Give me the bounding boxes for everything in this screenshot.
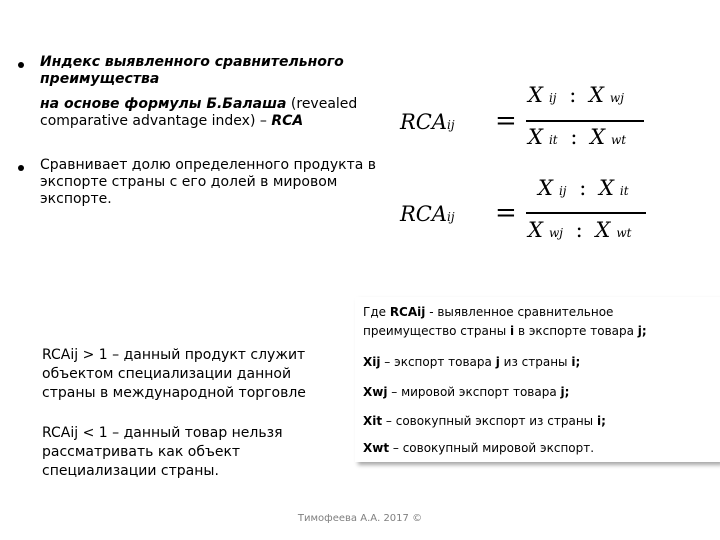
f1-den-colon: :	[570, 125, 578, 149]
f1-den-a-sub: it	[548, 133, 558, 147]
formula-1-lhs	[400, 110, 455, 134]
formula-2-lhs	[400, 202, 455, 226]
formula-1	[400, 80, 660, 160]
def-xit-end: ;	[601, 414, 606, 428]
def-xwj	[363, 384, 569, 400]
basis-plain: (revealed	[286, 96, 358, 112]
def-xwj-term: Xwj	[363, 385, 388, 399]
def-xit-term: Xit	[363, 414, 383, 428]
def-xit	[363, 413, 606, 429]
f1-den-b: X	[590, 125, 606, 149]
def-xij-term: Xij	[363, 355, 381, 369]
formula-2-equals: =	[495, 198, 517, 228]
def-xij-pre: – экспорт товара	[380, 355, 496, 369]
def-rca-pre: Где	[363, 305, 390, 319]
basis-line2	[40, 113, 380, 130]
footer-author: Тимофеева А.А. 2017 ©	[297, 513, 423, 524]
f2-num-colon: :	[579, 176, 587, 200]
formula-2-lhs-sub: ij	[447, 210, 455, 224]
formula-2	[400, 176, 660, 262]
bullet-1	[40, 54, 370, 88]
def-xwj-end: ;	[564, 385, 570, 399]
def-xij	[363, 354, 580, 370]
f2-den-a-sub: wj	[548, 226, 563, 240]
f1-num-b-sub: wj	[609, 91, 624, 105]
basis-line	[40, 96, 380, 113]
bullet-1-title-line2: преимущества	[40, 71, 160, 87]
def-xwt-pre: – совокупный мировой экспорт.	[389, 441, 595, 455]
f1-num-a: X	[528, 83, 543, 107]
lt-line2: рассматривать как объект	[42, 444, 241, 460]
def-xij-mid: из страны	[499, 355, 572, 369]
gt-line2: объектом специализации данной	[42, 366, 292, 382]
def-rca-cont	[363, 323, 647, 339]
lt-line3: специализации страны.	[42, 463, 219, 479]
formula-2-denominator	[528, 218, 631, 242]
f2-num-a: X	[538, 176, 553, 200]
def-rca-cont-end: ;	[641, 324, 647, 338]
def-xit-pre: – совокупный экспорт из страны	[382, 414, 597, 428]
f2-num-b-sub: it	[619, 184, 629, 198]
f2-den-a: X	[528, 218, 543, 242]
formula-2-rca: RCA	[400, 202, 448, 226]
formula-1-denominator	[528, 125, 626, 149]
bullet-1-title-line1: Индекс выявленного сравнительного	[40, 54, 344, 70]
def-xwt-term: Xwt	[363, 441, 390, 455]
f2-num-b: X	[598, 176, 614, 200]
def-xwj-j: j	[560, 385, 565, 399]
f1-den-b-sub: wt	[611, 133, 627, 147]
rca-greater-than-one	[42, 346, 342, 403]
f1-den-a: X	[528, 125, 543, 149]
gt-line1: RCAij > 1 – данный продукт служит	[42, 347, 306, 363]
formula-2-fraction-bar	[526, 212, 646, 214]
f1-num-colon: :	[569, 83, 577, 107]
bullet-1-dot	[18, 62, 24, 68]
gt-line3: страны в международной торговле	[42, 385, 306, 401]
def-rca-post: - выявленное сравнительное	[425, 305, 614, 319]
f2-den-b-sub: wt	[616, 226, 632, 240]
lt-line1: RCAij < 1 – данный товар нельзя	[42, 425, 283, 441]
definitions-box	[355, 297, 720, 462]
def-rca-cont-j: j	[637, 324, 642, 338]
bullet-2-dot	[18, 165, 24, 171]
basis-line2-plain: comparative advantage index) –	[40, 113, 272, 129]
formula-2-numerator	[538, 176, 629, 200]
formula-1-rca: RCA	[400, 110, 448, 134]
def-xit-i: i	[596, 414, 602, 428]
rca-less-than-one	[42, 424, 342, 481]
formula-1-equals: =	[495, 106, 517, 136]
formula-1-fraction-bar	[526, 120, 644, 122]
bullet-2-line1: Сравнивает долю определенного продукта в	[40, 157, 376, 173]
def-xij-i: i	[571, 355, 576, 369]
def-rca-term: RCAij	[389, 305, 426, 319]
def-xij-end: ;	[575, 355, 581, 369]
bullet-1-basis	[40, 96, 380, 130]
def-xwt	[363, 440, 594, 456]
def-xij-j: j	[495, 355, 500, 369]
f2-num-a-sub: ij	[558, 184, 567, 198]
def-xwj-pre: – мировой экспорт товара	[387, 385, 561, 399]
def-rca-cont-pre: преимущество страны	[363, 324, 510, 338]
f2-den-b: X	[595, 218, 611, 242]
f1-num-a-sub: ij	[548, 91, 557, 105]
basis-bold: на основе формулы Б.Балаша	[40, 96, 287, 112]
formula-1-lhs-sub: ij	[447, 118, 455, 132]
formula-1-numerator	[528, 83, 624, 107]
def-rca	[363, 304, 613, 320]
bullet-2-line2: экспорте страны с его долей в мировом	[40, 174, 338, 190]
f2-den-colon: :	[575, 218, 583, 242]
def-rca-cont-i: i	[510, 324, 515, 338]
bullet-2	[40, 157, 390, 208]
rca-abbr: RCA	[271, 113, 304, 129]
f1-num-b: X	[588, 83, 604, 107]
bullet-2-line3: экспорте.	[40, 191, 112, 207]
def-rca-cont-mid: в экспорте товара	[514, 324, 638, 338]
